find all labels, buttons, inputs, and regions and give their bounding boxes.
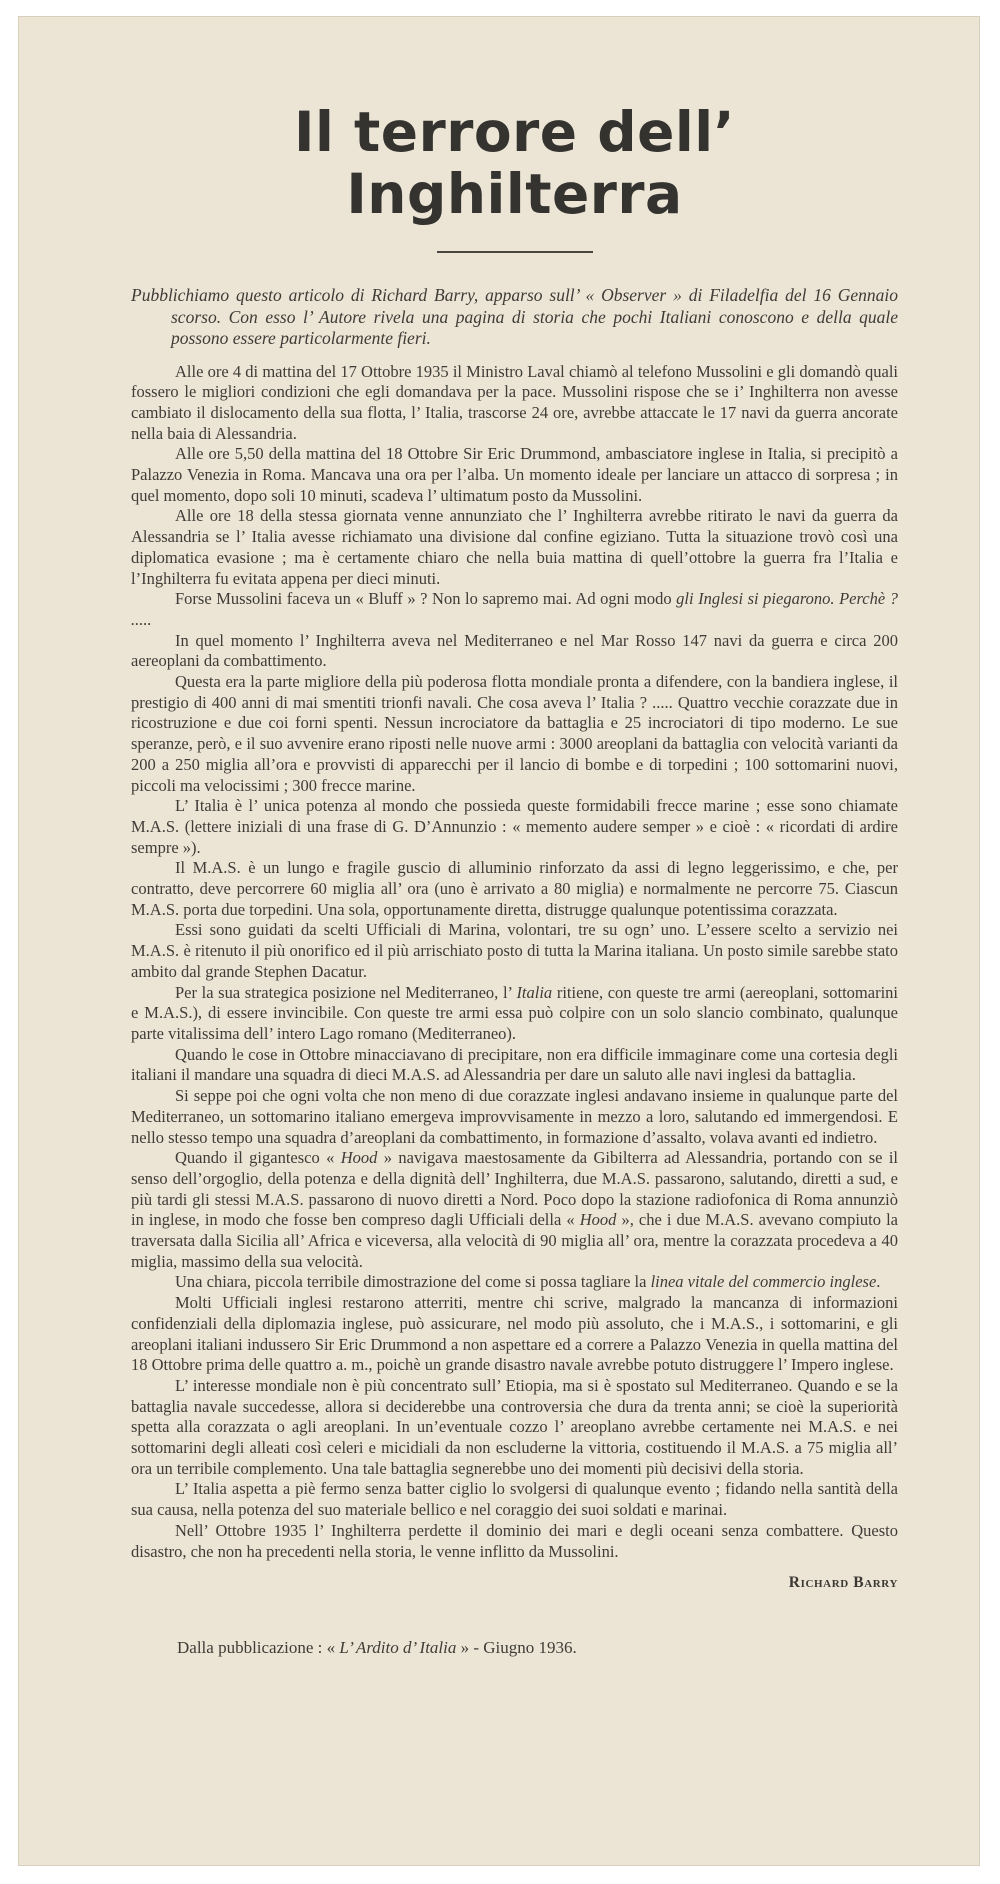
emphasis-text: Italia (516, 982, 553, 1002)
paragraph: Alle ore 4 di mattina del 17 Ottobre 1935 il Ministro Laval chiamò al telefono Mussolini e gli domandò quali fossero le migliori condizioni che egli domandava per la pace. Mussolini rispose che se i’ Inghilterra non avesse cambiato il dislocamento della sua flotta, l’ Italia, trascorse 24 ore, avrebbe attaccate le 17 navi da guerra ancorate nella baia di Alessandria. (131, 361, 898, 443)
source-suffix: » - Giugno 1936. (456, 1638, 577, 1658)
paragraph-text: » navigava maestosamente da Gibilterra ad Alessandria, portando con se il senso dell’orgoglio, della potenza e della dignità dell’ Inghilterra, due M.A.S. passarono, salutando, diretti a sud, e più tardi gli stessi M.A.S. passarono di nuovo diretti a Nord. Poco dopo la stazione radiofonica di Roma annunziò in inglese, in modo che fosse ben compreso dagli Ufficiali della « (131, 1148, 898, 1230)
paragraph-text: Forse Mussolini faceva un « Bluff » ? Non lo sapremo mai. Ad ogni modo (175, 589, 677, 609)
emphasis-text: gli Inglesi si piegarono. Perchè ? ..... (131, 589, 899, 629)
paragraph: Nell’ Ottobre 1935 l’ Inghilterra perdette il dominio dei mari e degli oceani senza combattere. Questo disastro, che non ha precedenti nella storia, le venne inflitto da Mussolini. (131, 1520, 898, 1561)
article-page (131, 101, 898, 1658)
paragraph-text: », che i due M.A.S. avevano compiuto la traversata dalla Sicilia all’ Africa e viceversa, alla velocità di 90 miglia all’ ora, mentre la corazzata procedeva a 40 miglia, massimo della sua velocità. (131, 1210, 898, 1271)
paragraph: Alle ore 18 della stessa giornata venne annunziato che l’ Inghilterra avrebbe ritirato le navi da guerra da Alessandria se l’ Italia avesse richiamato una divisione dal confine egiziano. Tutta la situazione trovò così una diplomatica evasione ; ma è certamente chiaro che nella buia mattina di quell’ottobre la guerra fra l’Italia e l’Inghilterra fu evitata appena per dieci minuti. (131, 506, 898, 588)
paragraph: Si seppe poi che ogni volta che non meno di due corazzate inglesi andavano insieme in qualunque parte del Mediterraneo, un sottomarino italiano emergeva improvvisamente in mezzo a loro, salutando ed immergendosi. E nello stesso tempo una squadra d’areoplani da combattimento, in formazione d’assalto, volava avanti ed indietro. (131, 1086, 898, 1147)
intro-paragraph: Pubblichiamo questo articolo di Richard Barry, apparso sull’ « Observer » di Filadelfia del 16 Gennaio scorso. Con esso l’ Autore rivela una pagina di storia che pochi Italiani conoscono e della quale possono essere particolarmente fieri. (131, 285, 898, 348)
paragraph: Questa era la parte migliore della più poderosa flotta mondiale pronta a difendere, con la bandiera inglese, il prestigio di 400 anni di mai smentiti trionfi navali. Che cosa aveva l’ Italia ? ..... Quattro vecchie corazzate due in ricostruzione e due coi forni spenti. Nessun incrociatore da battaglia e 25 incrociatori di tipo moderno. Le sue speranze, però, e il suo avvenire erano riposti nelle nuove armi : 3000 areoplani da battaglia con velocità varianti da 200 a 250 miglia all’ora e provvisti di apparecchi per il lancio di bombe e di torpedini ; 100 sottomarini nuovi, piccoli ma velocissimi ; 300 frecce marine. (131, 672, 898, 795)
emphasis-text: Hood (340, 1148, 378, 1168)
author-signature: Richard Barry (788, 1574, 898, 1592)
paragraph: L’ interesse mondiale non è più concentrato sull’ Etiopia, ma si è spostato sul Mediterraneo. Quando e se la battaglia navale succedesse, allora si deciderebbe una controversia che dura da trenta anni; se cioè la superiorità spetta alla corazzata o agli areoplani. In un’eventuale cozzo l’ areoplano avrebbe certamente nei M.A.S. e nei sottomarini degli alleati così celeri e micidiali da non escluderne la vittoria, costituendo il M.A.S. a 75 miglia all’ ora un terribile complemento. Una tale battaglia segnerebbe uno dei momenti più decisivi della storia. (131, 1375, 898, 1478)
paragraph: Il M.A.S. è un lungo e fragile guscio di alluminio rinforzato da assi di legno leggerissimo, e che, per contratto, deve percorrere 60 miglia all’ ora (uno è arrivato a 80 miglia) e normalmente ne percorre 75. Ciascun M.A.S. porta due torpedini. Una sola, opportunamente diretta, distrugge qualunque potentissima corazzata. (131, 858, 898, 919)
paragraph (131, 589, 898, 630)
paragraph-text: Una chiara, piccola terribile dimostrazione del come si possa tagliare la (175, 1272, 651, 1292)
source-line (131, 1638, 898, 1658)
document-sheet (18, 16, 980, 1866)
paragraph: Essi sono guidati da scelti Ufficiali di Marina, volontari, tre su ogn’ uno. L’essere scelto a servizio nei M.A.S. è ritenuto il più onorifico ed il più arrischiato posto di tutta la Marina italiana. Un posto simile sarebbe stato ambito dal grande Stephen Dacatur. (131, 920, 898, 981)
paragraph (131, 1272, 898, 1293)
paragraph: In quel momento l’ Inghilterra aveva nel Mediterraneo e nel Mar Rosso 147 navi da guerra e circa 200 aereoplani da combattimento. (131, 630, 898, 671)
emphasis-text: linea vitale del commercio inglese (650, 1272, 877, 1292)
paragraph-text: ritiene, con queste tre armi (aereoplani, sottomarini e M.A.S.), di essere invincibile. Con queste tre armi essa può colpire con un solo slancio combinato, qualunque parte vitalissima dell’ intero Lago romano (Mediterraneo). (131, 982, 898, 1043)
paragraph: Alle ore 5,50 della mattina del 18 Ottobre Sir Eric Drummond, ambasciatore inglese in Italia, si precipitò a Palazzo Venezia in Roma. Mancava una ora per l’alba. Un momento ideale per lanciare un attacco di sorpresa ; in quel momento, dopo soli 10 minuti, scadeva l’ ultimatum posto da Mussolini. (131, 444, 898, 505)
paragraph-text: Quando il gigantesco « (175, 1148, 341, 1168)
title-divider (437, 251, 593, 253)
paragraph (131, 1148, 898, 1272)
source-publication: L’ Ardito d’ Italia (339, 1638, 457, 1658)
article-body (131, 362, 898, 1563)
paragraph-text: Per la sua strategica posizione nel Mediterraneo, l’ (175, 982, 517, 1002)
source-prefix: Dalla pubblicazione : « (177, 1638, 340, 1658)
paragraph: L’ Italia aspetta a piè fermo senza batter ciglio lo svolgersi di qualunque evento ; fidando nella santità della sua causa, nella potenza del suo materiale bellico e nel coraggio dei suoi soldati e marinai. (131, 1479, 898, 1520)
paragraph-text: . (876, 1272, 881, 1292)
paragraph (131, 983, 898, 1045)
emphasis-text: Hood (579, 1210, 617, 1230)
paragraph: Quando le cose in Ottobre minacciavano di precipitare, non era difficile immaginare come una cortesia degli italiani il mandare una squadra di dieci M.A.S. ad Alessandria per dare un saluto alle navi inglesi da battaglia. (131, 1044, 898, 1085)
page-title: Il terrore dell’ Inghilterra (294, 100, 735, 226)
paragraph: L’ Italia è l’ unica potenza al mondo che possieda queste formidabili frecce marine ; esse sono chiamate M.A.S. (lettere iniziali di una frase di G. D’Annunzio : « memento audere semper » e cioè : « ricordati di ardire sempre »). (131, 796, 898, 857)
paragraph: Molti Ufficiali inglesi restarono atterriti, mentre chi scrive, malgrado la mancanza di informazioni confidenziali della diplomazia inglese, può assicurare, nel modo più assoluto, che i M.A.S., i sottomarini, e gli areoplani italiani indussero Sir Eric Drummond a non aspettare ed a correre a Palazzo Venezia in quella mattina del 18 Ottobre prima delle quattro a. m., poichè un grande disastro navale avrebbe potuto distruggere l’ Impero inglese. (131, 1293, 898, 1375)
